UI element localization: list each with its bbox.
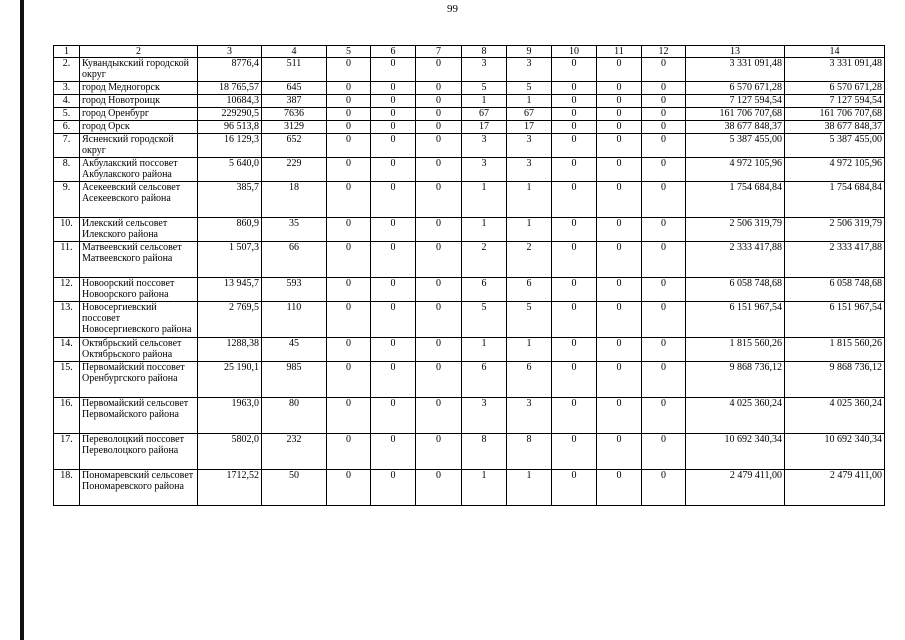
- col-8-value: 1: [462, 218, 507, 242]
- col-10-value: 0: [552, 398, 597, 434]
- col-5-value: 0: [327, 82, 371, 95]
- col-7-value: 0: [416, 434, 462, 470]
- col-4-value: 593: [262, 278, 327, 302]
- col-3-value: 229290,5: [198, 108, 262, 121]
- col-header: 3: [198, 46, 262, 58]
- col-3-value: 385,7: [198, 182, 262, 218]
- col-4-value: 80: [262, 398, 327, 434]
- municipality-name: Первомайский поссовет Оренбургского района: [80, 362, 198, 398]
- col-10-value: 0: [552, 82, 597, 95]
- col-10-value: 0: [552, 242, 597, 278]
- col-9-value: 1: [507, 182, 552, 218]
- col-header: 8: [462, 46, 507, 58]
- col-3-value: 5 640,0: [198, 158, 262, 182]
- col-5-value: 0: [327, 278, 371, 302]
- col-12-value: 0: [642, 121, 686, 134]
- col-10-value: 0: [552, 134, 597, 158]
- col-7-value: 0: [416, 470, 462, 506]
- col-14-amount: 5 387 455,00: [785, 134, 885, 158]
- col-10-value: 0: [552, 95, 597, 108]
- col-5-value: 0: [327, 302, 371, 338]
- row-number: 11.: [54, 242, 80, 278]
- col-3-value: 5802,0: [198, 434, 262, 470]
- col-13-amount: 4 025 360,24: [686, 398, 785, 434]
- col-11-value: 0: [597, 398, 642, 434]
- table-row: [54, 58, 885, 82]
- col-8-value: 17: [462, 121, 507, 134]
- col-13-amount: 5 387 455,00: [686, 134, 785, 158]
- col-14-amount: 1 754 684,84: [785, 182, 885, 218]
- col-7-value: 0: [416, 278, 462, 302]
- col-8-value: 1: [462, 182, 507, 218]
- col-8-value: 3: [462, 58, 507, 82]
- row-number: 9.: [54, 182, 80, 218]
- row-number: 8.: [54, 158, 80, 182]
- col-7-value: 0: [416, 362, 462, 398]
- col-13-amount: 6 058 748,68: [686, 278, 785, 302]
- col-7-value: 0: [416, 158, 462, 182]
- col-header: 11: [597, 46, 642, 58]
- scan-edge-line: [20, 0, 24, 640]
- page-number: 99: [447, 3, 458, 15]
- col-9-value: 3: [507, 398, 552, 434]
- col-12-value: 0: [642, 58, 686, 82]
- col-5-value: 0: [327, 58, 371, 82]
- col-9-value: 3: [507, 58, 552, 82]
- col-5-value: 0: [327, 95, 371, 108]
- col-3-value: 13 945,7: [198, 278, 262, 302]
- col-4-value: 66: [262, 242, 327, 278]
- col-5-value: 0: [327, 242, 371, 278]
- col-10-value: 0: [552, 434, 597, 470]
- col-7-value: 0: [416, 398, 462, 434]
- municipality-name: город Орск: [80, 121, 198, 134]
- col-7-value: 0: [416, 302, 462, 338]
- table-row: [54, 108, 885, 121]
- table-row: [54, 158, 885, 182]
- col-13-amount: 4 972 105,96: [686, 158, 785, 182]
- col-header: 5: [327, 46, 371, 58]
- col-13-amount: 9 868 736,12: [686, 362, 785, 398]
- col-13-amount: 6 570 671,28: [686, 82, 785, 95]
- col-10-value: 0: [552, 302, 597, 338]
- table-row: [54, 338, 885, 362]
- col-header: 9: [507, 46, 552, 58]
- col-3-value: 2 769,5: [198, 302, 262, 338]
- col-8-value: 1: [462, 338, 507, 362]
- header-row: [54, 46, 885, 58]
- table-row: [54, 82, 885, 95]
- col-5-value: 0: [327, 470, 371, 506]
- col-4-value: 985: [262, 362, 327, 398]
- table-row: [54, 434, 885, 470]
- col-5-value: 0: [327, 182, 371, 218]
- col-12-value: 0: [642, 242, 686, 278]
- col-9-value: 8: [507, 434, 552, 470]
- col-10-value: 0: [552, 158, 597, 182]
- col-4-value: 232: [262, 434, 327, 470]
- col-12-value: 0: [642, 182, 686, 218]
- col-12-value: 0: [642, 158, 686, 182]
- col-8-value: 67: [462, 108, 507, 121]
- col-6-value: 0: [371, 470, 416, 506]
- col-4-value: 652: [262, 134, 327, 158]
- municipality-name: Ясненский городской округ: [80, 134, 198, 158]
- col-4-value: 18: [262, 182, 327, 218]
- col-9-value: 67: [507, 108, 552, 121]
- row-number: 5.: [54, 108, 80, 121]
- row-number: 4.: [54, 95, 80, 108]
- municipality-name: Асекеевский сельсовет Асекеевского района: [80, 182, 198, 218]
- col-13-amount: 10 692 340,34: [686, 434, 785, 470]
- col-13-amount: 161 706 707,68: [686, 108, 785, 121]
- municipality-name: город Новотроицк: [80, 95, 198, 108]
- col-6-value: 0: [371, 121, 416, 134]
- col-6-value: 0: [371, 302, 416, 338]
- col-11-value: 0: [597, 338, 642, 362]
- col-8-value: 3: [462, 158, 507, 182]
- municipality-name: Первомайский сельсовет Первомайского района: [80, 398, 198, 434]
- col-14-amount: 38 677 848,37: [785, 121, 885, 134]
- municipality-name: Илекский сельсовет Илекского района: [80, 218, 198, 242]
- col-3-value: 8776,4: [198, 58, 262, 82]
- col-14-amount: 9 868 736,12: [785, 362, 885, 398]
- row-number: 3.: [54, 82, 80, 95]
- col-header: 1: [54, 46, 80, 58]
- col-9-value: 1: [507, 338, 552, 362]
- col-4-value: 645: [262, 82, 327, 95]
- col-9-value: 6: [507, 362, 552, 398]
- table-row: [54, 242, 885, 278]
- col-11-value: 0: [597, 182, 642, 218]
- col-8-value: 2: [462, 242, 507, 278]
- col-9-value: 1: [507, 218, 552, 242]
- municipality-name: Новосергиевский поссовет Новосергиевского района: [80, 302, 198, 338]
- col-7-value: 0: [416, 242, 462, 278]
- col-6-value: 0: [371, 398, 416, 434]
- col-9-value: 5: [507, 302, 552, 338]
- col-header: 14: [785, 46, 885, 58]
- col-3-value: 10684,3: [198, 95, 262, 108]
- col-3-value: 16 129,3: [198, 134, 262, 158]
- col-header: 4: [262, 46, 327, 58]
- col-9-value: 6: [507, 278, 552, 302]
- col-4-value: 511: [262, 58, 327, 82]
- col-9-value: 3: [507, 134, 552, 158]
- col-8-value: 6: [462, 362, 507, 398]
- row-number: 12.: [54, 278, 80, 302]
- row-number: 10.: [54, 218, 80, 242]
- col-14-amount: 10 692 340,34: [785, 434, 885, 470]
- table-row: [54, 218, 885, 242]
- col-12-value: 0: [642, 362, 686, 398]
- row-number: 18.: [54, 470, 80, 506]
- col-6-value: 0: [371, 95, 416, 108]
- col-12-value: 0: [642, 134, 686, 158]
- col-9-value: 1: [507, 95, 552, 108]
- col-14-amount: 2 479 411,00: [785, 470, 885, 506]
- col-13-amount: 2 333 417,88: [686, 242, 785, 278]
- municipality-name: Новоорский поссовет Новоорского района: [80, 278, 198, 302]
- col-9-value: 3: [507, 158, 552, 182]
- col-6-value: 0: [371, 82, 416, 95]
- col-3-value: 860,9: [198, 218, 262, 242]
- col-5-value: 0: [327, 338, 371, 362]
- municipality-name: Акбулакский поссовет Акбулакского района: [80, 158, 198, 182]
- col-13-amount: 38 677 848,37: [686, 121, 785, 134]
- col-11-value: 0: [597, 362, 642, 398]
- col-4-value: 45: [262, 338, 327, 362]
- col-header: 10: [552, 46, 597, 58]
- row-number: 14.: [54, 338, 80, 362]
- col-14-amount: 2 333 417,88: [785, 242, 885, 278]
- row-number: 13.: [54, 302, 80, 338]
- col-3-value: 1 507,3: [198, 242, 262, 278]
- col-14-amount: 6 151 967,54: [785, 302, 885, 338]
- municipality-name: Октябрьский сельсовет Октябрьского района: [80, 338, 198, 362]
- col-11-value: 0: [597, 121, 642, 134]
- col-6-value: 0: [371, 338, 416, 362]
- col-8-value: 6: [462, 278, 507, 302]
- col-11-value: 0: [597, 434, 642, 470]
- municipality-name: Пономаревский сельсовет Пономаревского района: [80, 470, 198, 506]
- row-number: 6.: [54, 121, 80, 134]
- col-4-value: 35: [262, 218, 327, 242]
- col-10-value: 0: [552, 362, 597, 398]
- col-12-value: 0: [642, 470, 686, 506]
- col-10-value: 0: [552, 58, 597, 82]
- col-12-value: 0: [642, 82, 686, 95]
- col-8-value: 3: [462, 398, 507, 434]
- col-7-value: 0: [416, 95, 462, 108]
- col-11-value: 0: [597, 82, 642, 95]
- col-13-amount: 2 479 411,00: [686, 470, 785, 506]
- col-14-amount: 4 972 105,96: [785, 158, 885, 182]
- col-11-value: 0: [597, 108, 642, 121]
- col-8-value: 3: [462, 134, 507, 158]
- col-11-value: 0: [597, 242, 642, 278]
- col-9-value: 5: [507, 82, 552, 95]
- col-5-value: 0: [327, 158, 371, 182]
- col-14-amount: 2 506 319,79: [785, 218, 885, 242]
- col-header: 12: [642, 46, 686, 58]
- table-row: [54, 362, 885, 398]
- col-4-value: 387: [262, 95, 327, 108]
- col-6-value: 0: [371, 278, 416, 302]
- col-12-value: 0: [642, 218, 686, 242]
- col-9-value: 2: [507, 242, 552, 278]
- municipality-name: Матвеевский сельсовет Матвеевского района: [80, 242, 198, 278]
- col-3-value: 18 765,57: [198, 82, 262, 95]
- col-6-value: 0: [371, 434, 416, 470]
- col-10-value: 0: [552, 278, 597, 302]
- col-14-amount: 4 025 360,24: [785, 398, 885, 434]
- row-number: 7.: [54, 134, 80, 158]
- col-12-value: 0: [642, 278, 686, 302]
- table-row: [54, 134, 885, 158]
- col-10-value: 0: [552, 182, 597, 218]
- col-8-value: 5: [462, 82, 507, 95]
- col-13-amount: 7 127 594,54: [686, 95, 785, 108]
- col-4-value: 110: [262, 302, 327, 338]
- col-14-amount: 6 058 748,68: [785, 278, 885, 302]
- col-12-value: 0: [642, 398, 686, 434]
- col-8-value: 1: [462, 95, 507, 108]
- col-5-value: 0: [327, 121, 371, 134]
- col-3-value: 1963,0: [198, 398, 262, 434]
- table-row: [54, 398, 885, 434]
- col-header: 13: [686, 46, 785, 58]
- col-14-amount: 7 127 594,54: [785, 95, 885, 108]
- col-3-value: 1288,38: [198, 338, 262, 362]
- col-11-value: 0: [597, 470, 642, 506]
- col-11-value: 0: [597, 278, 642, 302]
- col-6-value: 0: [371, 182, 416, 218]
- col-12-value: 0: [642, 434, 686, 470]
- col-10-value: 0: [552, 108, 597, 121]
- col-4-value: 7636: [262, 108, 327, 121]
- col-10-value: 0: [552, 121, 597, 134]
- col-header: 6: [371, 46, 416, 58]
- col-11-value: 0: [597, 158, 642, 182]
- col-6-value: 0: [371, 58, 416, 82]
- col-12-value: 0: [642, 338, 686, 362]
- col-14-amount: 1 815 560,26: [785, 338, 885, 362]
- col-5-value: 0: [327, 218, 371, 242]
- col-5-value: 0: [327, 398, 371, 434]
- col-5-value: 0: [327, 108, 371, 121]
- table-row: [54, 121, 885, 134]
- col-14-amount: 6 570 671,28: [785, 82, 885, 95]
- col-11-value: 0: [597, 218, 642, 242]
- row-number: 17.: [54, 434, 80, 470]
- col-6-value: 0: [371, 218, 416, 242]
- col-header: 2: [80, 46, 198, 58]
- municipality-name: город Медногорск: [80, 82, 198, 95]
- col-11-value: 0: [597, 95, 642, 108]
- col-8-value: 8: [462, 434, 507, 470]
- table-row: [54, 182, 885, 218]
- col-7-value: 0: [416, 218, 462, 242]
- col-10-value: 0: [552, 470, 597, 506]
- col-header: 7: [416, 46, 462, 58]
- col-12-value: 0: [642, 108, 686, 121]
- col-4-value: 229: [262, 158, 327, 182]
- col-10-value: 0: [552, 338, 597, 362]
- row-number: 16.: [54, 398, 80, 434]
- col-7-value: 0: [416, 58, 462, 82]
- col-3-value: 96 513,8: [198, 121, 262, 134]
- col-14-amount: 161 706 707,68: [785, 108, 885, 121]
- table-row: [54, 95, 885, 108]
- col-5-value: 0: [327, 134, 371, 158]
- col-7-value: 0: [416, 121, 462, 134]
- col-6-value: 0: [371, 242, 416, 278]
- col-7-value: 0: [416, 108, 462, 121]
- table-row: [54, 302, 885, 338]
- col-13-amount: 1 815 560,26: [686, 338, 785, 362]
- col-5-value: 0: [327, 434, 371, 470]
- col-8-value: 1: [462, 470, 507, 506]
- col-12-value: 0: [642, 95, 686, 108]
- col-13-amount: 3 331 091,48: [686, 58, 785, 82]
- data-table: [53, 45, 885, 506]
- col-11-value: 0: [597, 302, 642, 338]
- col-4-value: 3129: [262, 121, 327, 134]
- col-6-value: 0: [371, 158, 416, 182]
- municipality-name: Переволоцкий поссовет Переволоцкого района: [80, 434, 198, 470]
- col-11-value: 0: [597, 58, 642, 82]
- row-number: 15.: [54, 362, 80, 398]
- col-9-value: 17: [507, 121, 552, 134]
- col-3-value: 1712,52: [198, 470, 262, 506]
- col-6-value: 0: [371, 134, 416, 158]
- col-7-value: 0: [416, 82, 462, 95]
- col-5-value: 0: [327, 362, 371, 398]
- col-4-value: 50: [262, 470, 327, 506]
- col-6-value: 0: [371, 362, 416, 398]
- col-13-amount: 1 754 684,84: [686, 182, 785, 218]
- table-row: [54, 470, 885, 506]
- col-10-value: 0: [552, 218, 597, 242]
- col-14-amount: 3 331 091,48: [785, 58, 885, 82]
- municipality-name: город Оренбург: [80, 108, 198, 121]
- col-11-value: 0: [597, 134, 642, 158]
- col-13-amount: 6 151 967,54: [686, 302, 785, 338]
- col-7-value: 0: [416, 134, 462, 158]
- col-7-value: 0: [416, 338, 462, 362]
- col-12-value: 0: [642, 302, 686, 338]
- table-row: [54, 278, 885, 302]
- col-9-value: 1: [507, 470, 552, 506]
- col-8-value: 5: [462, 302, 507, 338]
- col-7-value: 0: [416, 182, 462, 218]
- col-6-value: 0: [371, 108, 416, 121]
- municipality-name: Кувандыкский городской округ: [80, 58, 198, 82]
- row-number: 2.: [54, 58, 80, 82]
- col-3-value: 25 190,1: [198, 362, 262, 398]
- col-13-amount: 2 506 319,79: [686, 218, 785, 242]
